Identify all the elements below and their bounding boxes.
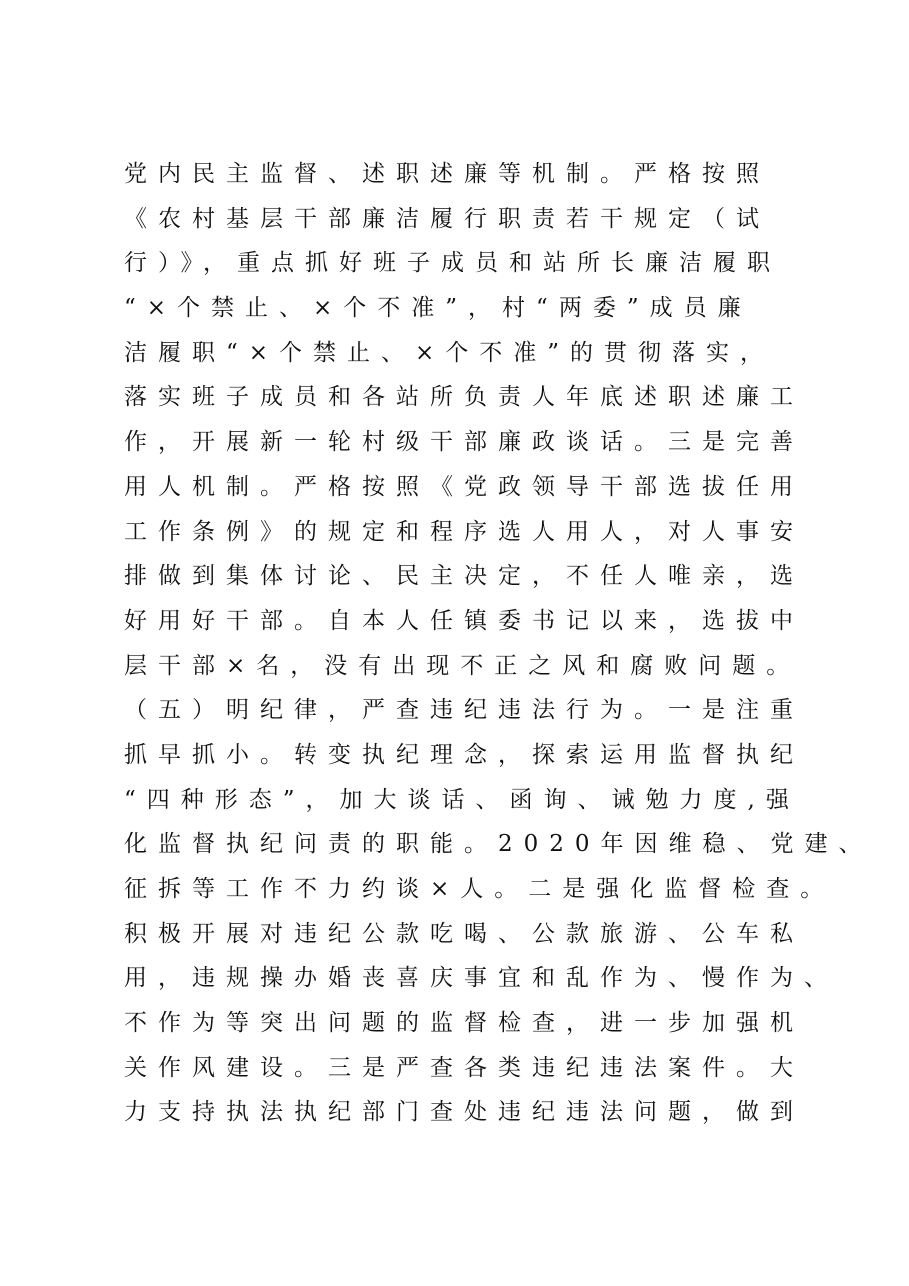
- text-line: 不作为等突出问题的监督检查，进一步加强机: [124, 1010, 804, 1037]
- text-line: 作，开展新一轮村级干部廉政谈话。三是完善: [124, 429, 804, 456]
- text-line: 洁履职“×个禁止、×个不准”的贯彻落实，: [124, 339, 775, 366]
- text-line: 《农村基层干部廉洁履行职责若干规定（试: [124, 205, 770, 232]
- text-line: “×个禁止、×个不准”，村“两委”成员廉: [124, 295, 752, 322]
- body-text: [124, 152, 873, 1135]
- text-line: “四种形态”，加大谈话、函询、诫勉力度,强: [124, 786, 800, 813]
- text-line: 落实班子成员和各站所负责人年底述职述廉工: [124, 384, 804, 411]
- text-line: 力支持执法执纪部门查处违纪违法问题，做到: [124, 1099, 804, 1126]
- text-line: 排做到集体讨论、民主决定，不任人唯亲，选: [124, 563, 804, 590]
- text-line: 用，违规操办婚丧喜庆事宜和乱作为、慢作为、: [124, 965, 838, 992]
- section-heading-line: （五）明纪律，严查违纪违法行为。一是注重: [124, 697, 804, 724]
- text-line: 层干部×名，没有出现不正之风和腐败问题。: [124, 652, 801, 679]
- text-line: 征拆等工作不力约谈×人。二是强化监督检查。: [124, 876, 835, 902]
- text-line: 积极开展对违纪公款吃喝、公款旅游、公车私: [124, 920, 804, 947]
- text-line: 工作条例》的规定和程序选人用人，对人事安: [124, 518, 804, 545]
- text-line: 好用好干部。自本人任镇委书记以来，选拔中: [124, 607, 804, 634]
- text-line: 党内民主监督、述职述廉等机制。严格按照: [124, 161, 770, 187]
- text-line: 化监督执纪问责的职能。2020年因维稳、党建、: [124, 831, 873, 858]
- text-line: 关作风建设。三是严查各类违纪违法案件。大: [124, 1054, 804, 1081]
- text-line: 行）》，重点抓好班子成员和站所长廉洁履职: [124, 250, 781, 277]
- text-line: 抓早抓小。转变执纪理念，探索运用监督执纪: [124, 741, 804, 768]
- text-line: 用人机制。严格按照《党政领导干部选拔任用: [124, 473, 804, 500]
